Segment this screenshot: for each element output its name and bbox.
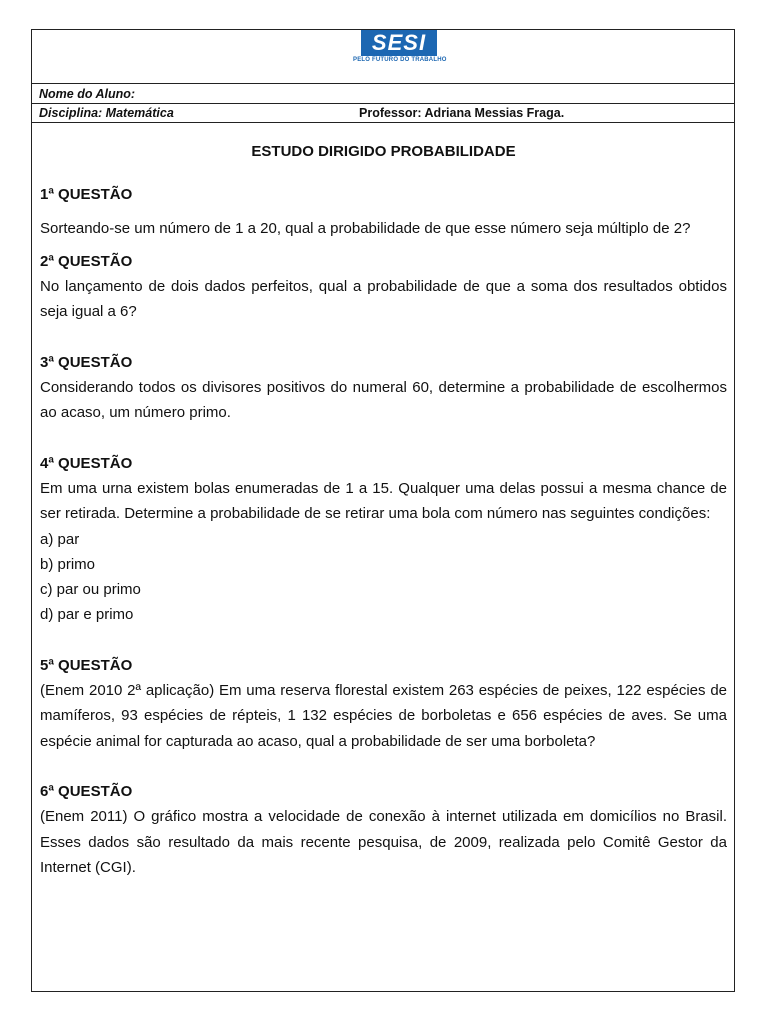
question-2-text: No lançamento de dois dados perfeitos, qual a probabilidade de que a soma dos resultados obtidos seja igual a 6?	[40, 278, 727, 321]
teacher-label: Professor: Adriana Messias Fraga.	[359, 106, 565, 120]
question-6-heading: 6ª QUESTÃO	[40, 782, 133, 800]
page-title: ESTUDO DIRIGIDO PROBABILIDADE	[251, 143, 516, 160]
question-6-text: (Enem 2011) O gráfico mostra a velocidade de conexão à internet utilizada em domicílios no Brasil. Esses dados são resultado da mais recente pesquisa, de 2009, realizada pelo Comitê Gestor da Internet (CGI).	[40, 808, 727, 876]
question-5-heading: 5ª QUESTÃO	[40, 656, 133, 674]
sesi-logo	[353, 30, 447, 70]
worksheet-page	[31, 29, 735, 992]
student-name-label: Nome do Aluno:	[39, 87, 136, 101]
question-4-text: Em uma urna existem bolas enumeradas de 1 a 15. Qualquer uma delas possui a mesma chance de ser retirada. Determine a probabilidade de se retirar uma bola com número nas seguintes condições:	[40, 479, 727, 523]
question-5-text: (Enem 2010 2ª aplicação) Em uma reserva florestal existem 263 espécies de peixes, 122 espécies de mamíferos, 93 espécies de répteis, 1 132 espécies de borboletas e 656 espécies de aves. Se uma espécie animal for capturada ao acaso, qual a probabilidade de ser uma borboleta?	[40, 682, 727, 750]
sesi-logo-badge: SESI	[361, 30, 437, 56]
worksheet-content	[40, 139, 727, 880]
student-name-row	[32, 83, 734, 103]
question-4-item-b: b) primo	[40, 555, 96, 573]
sesi-logo-tagline: PELO FUTURO DO TRABALHO	[353, 57, 447, 63]
question-3-text: Considerando todos os divisores positivos do numeral 60, determine a probabilidade de escolhermos ao acaso, um número primo.	[40, 379, 727, 422]
header-logo-area	[32, 30, 734, 82]
discipline-teacher-row	[32, 103, 734, 123]
question-4-heading: 4ª QUESTÃO	[40, 454, 133, 472]
question-1-text: Sorteando-se um número de 1 a 20, qual a probabilidade de que esse número seja múltiplo de 2?	[40, 219, 691, 237]
question-4-item-c: c) par ou primo	[40, 581, 141, 599]
discipline-label: Disciplina: Matemática	[39, 106, 174, 120]
question-4-item-d: d) par e primo	[40, 606, 134, 624]
question-4-item-a: a) par	[40, 530, 80, 548]
question-1-heading: 1ª QUESTÃO	[40, 186, 133, 204]
question-3-heading: 3ª QUESTÃO	[40, 353, 133, 371]
question-2-heading: 2ª QUESTÃO	[40, 252, 133, 270]
